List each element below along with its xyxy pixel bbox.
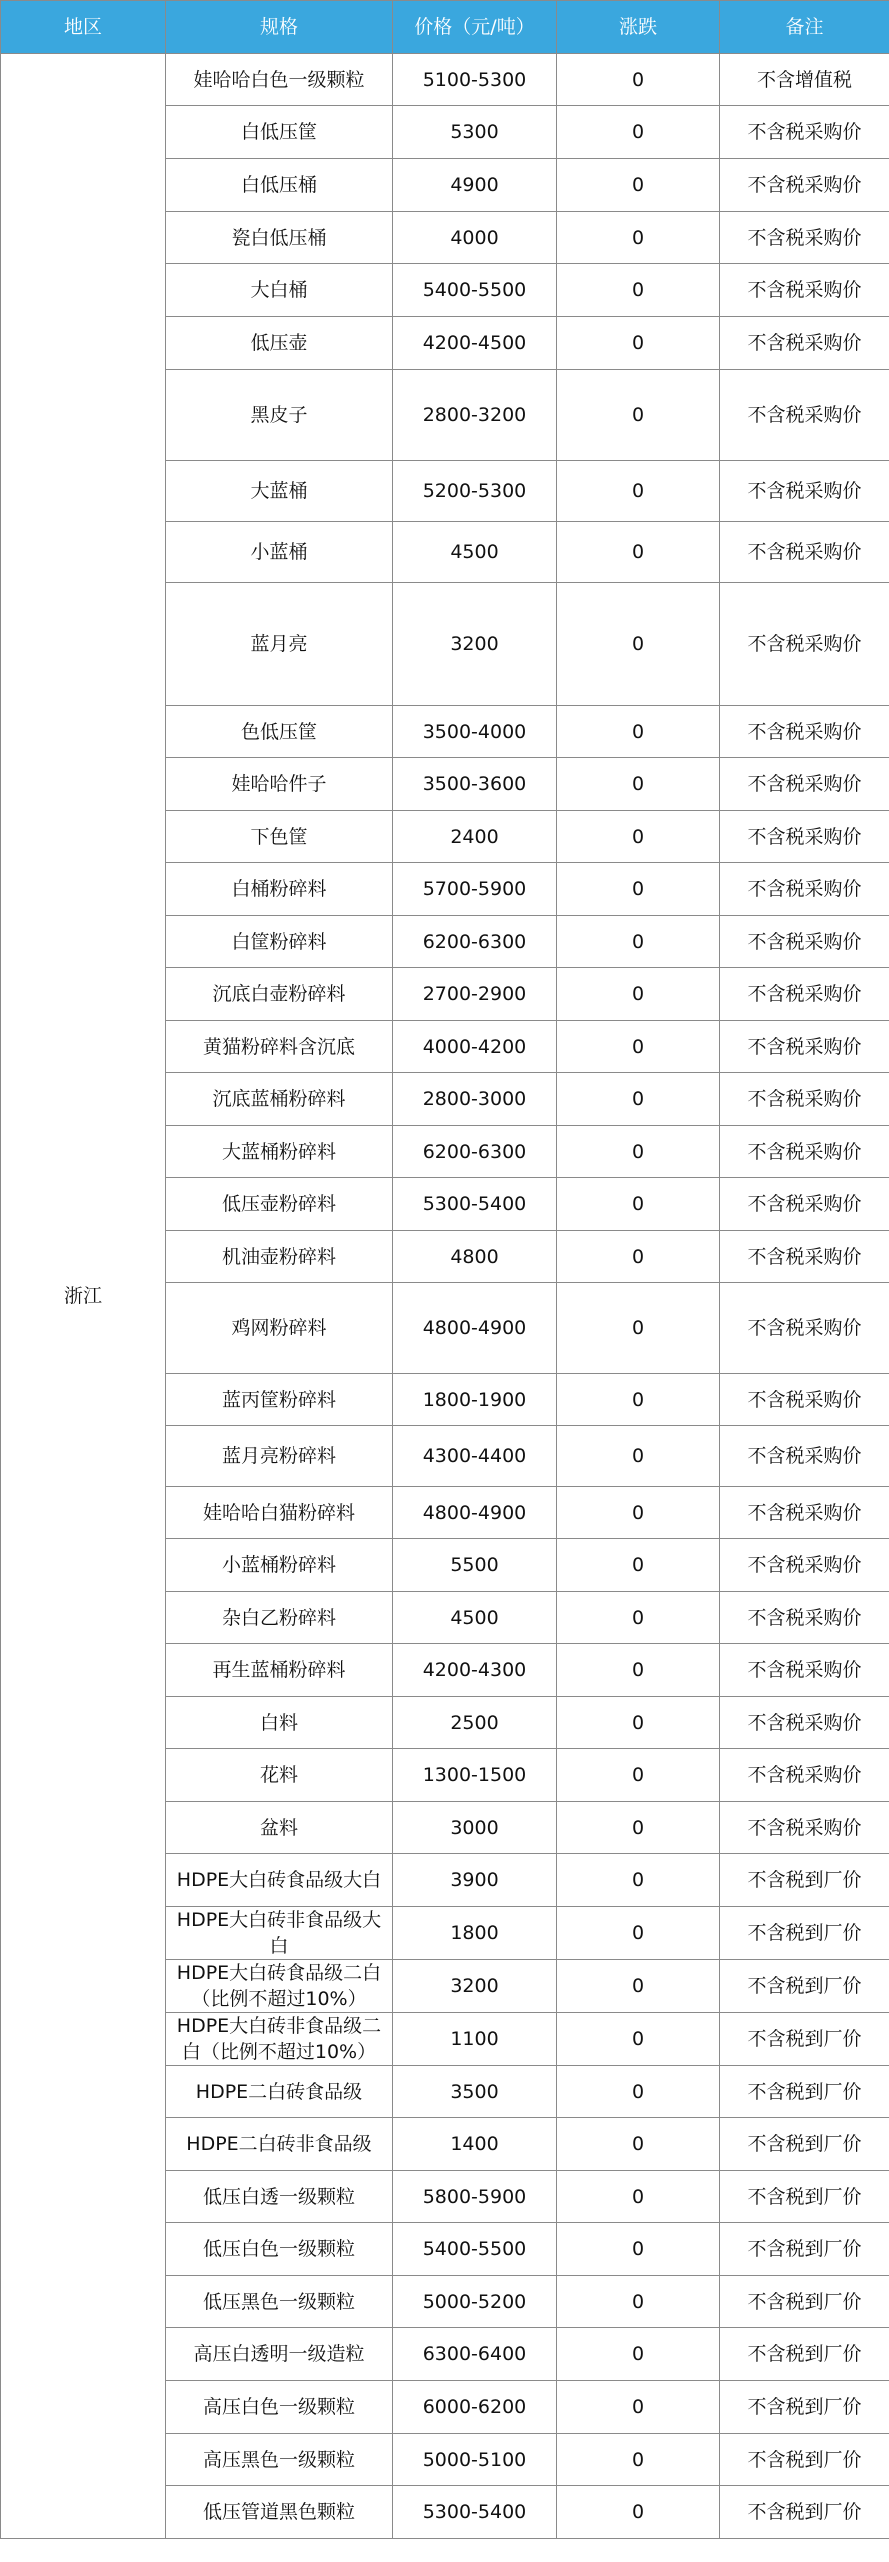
spec-cell: 高压黑色一级颗粒 [166,2434,393,2486]
price-cell: 4500 [393,1592,557,1644]
header-row [1,1,889,54]
price-cell: 6200-6300 [393,1126,557,1178]
table-row [1,54,889,106]
spec-cell: 瓷白低压桶 [166,212,393,264]
spec-cell: 高压白透明一级造粒 [166,2328,393,2381]
spec-cell: HDPE大白砖非食品级大白 [166,1907,393,1960]
note-cell: 不含税采购价 [720,317,889,370]
note-cell: 不含税采购价 [720,159,889,212]
price-cell: 1400 [393,2118,557,2171]
note-cell: 不含税到厂价 [720,2486,889,2539]
price-cell: 5000-5100 [393,2434,557,2486]
price-cell: 5800-5900 [393,2171,557,2223]
header-region: 地区 [1,1,166,54]
note-cell: 不含税采购价 [720,370,889,461]
price-cell: 3200 [393,583,557,706]
change-cell: 0 [557,1854,720,1907]
spec-cell: 花料 [166,1749,393,1802]
spec-cell: 盆料 [166,1802,393,1854]
spec-cell: 大白桶 [166,264,393,317]
price-cell: 4200-4300 [393,1644,557,1697]
note-cell: 不含税采购价 [720,1178,889,1231]
spec-cell: 杂白乙粉碎料 [166,1592,393,1644]
spec-cell: 低压白透一级颗粒 [166,2171,393,2223]
price-cell: 5300-5400 [393,1178,557,1231]
spec-cell: 大蓝桶 [166,461,393,522]
price-cell: 4200-4500 [393,317,557,370]
spec-cell: 娃哈哈白色一级颗粒 [166,54,393,106]
spec-cell: 沉底白壶粉碎料 [166,968,393,1021]
spec-cell: 低压黑色一级颗粒 [166,2276,393,2328]
price-cell: 4800 [393,1231,557,1283]
note-cell: 不含税到厂价 [720,2118,889,2171]
change-cell: 0 [557,706,720,758]
change-cell: 0 [557,1960,720,2013]
table-body [1,54,889,2539]
change-cell: 0 [557,264,720,317]
price-cell: 4800-4900 [393,1487,557,1539]
price-cell: 3500-3600 [393,758,557,811]
price-cell: 2400 [393,811,557,863]
change-cell: 0 [557,2381,720,2434]
price-cell: 5300 [393,106,557,159]
spec-cell: 白筐粉碎料 [166,916,393,968]
note-cell: 不含税到厂价 [720,2223,889,2276]
note-cell: 不含增值税 [720,54,889,106]
note-cell: 不含税采购价 [720,1073,889,1126]
change-cell: 0 [557,1907,720,1960]
note-cell: 不含税采购价 [720,1592,889,1644]
change-cell: 0 [557,1231,720,1283]
price-cell: 6200-6300 [393,916,557,968]
change-cell: 0 [557,522,720,583]
spec-cell: 黑皮子 [166,370,393,461]
region-cell: 浙江 [1,54,166,2539]
spec-cell: 白桶粉碎料 [166,863,393,916]
change-cell: 0 [557,1802,720,1854]
price-cell: 5200-5300 [393,461,557,522]
note-cell: 不含税采购价 [720,1283,889,1374]
change-cell: 0 [557,1073,720,1126]
note-cell: 不含税采购价 [720,522,889,583]
change-cell: 0 [557,2223,720,2276]
change-cell: 0 [557,1374,720,1426]
change-cell: 0 [557,1178,720,1231]
change-cell: 0 [557,2486,720,2539]
change-cell: 0 [557,370,720,461]
change-cell: 0 [557,2118,720,2171]
price-cell: 5400-5500 [393,2223,557,2276]
note-cell: 不含税采购价 [720,1644,889,1697]
spec-cell: 低压壶 [166,317,393,370]
note-cell: 不含税到厂价 [720,1854,889,1907]
change-cell: 0 [557,968,720,1021]
change-cell: 0 [557,1126,720,1178]
change-cell: 0 [557,1697,720,1749]
price-cell: 5300-5400 [393,2486,557,2539]
change-cell: 0 [557,2171,720,2223]
spec-cell: 小蓝桶 [166,522,393,583]
price-cell: 1800 [393,1907,557,1960]
price-cell: 2500 [393,1697,557,1749]
price-cell: 4500 [393,522,557,583]
price-cell: 3000 [393,1802,557,1854]
spec-cell: HDPE大白砖食品级二白（比例不超过10%） [166,1960,393,2013]
note-cell: 不含税采购价 [720,583,889,706]
price-cell: 1800-1900 [393,1374,557,1426]
change-cell: 0 [557,1644,720,1697]
change-cell: 0 [557,1487,720,1539]
spec-cell: 低压管道黑色颗粒 [166,2486,393,2539]
price-cell: 6000-6200 [393,2381,557,2434]
spec-cell: 大蓝桶粉碎料 [166,1126,393,1178]
note-cell: 不含税到厂价 [720,2328,889,2381]
note-cell: 不含税采购价 [720,461,889,522]
change-cell: 0 [557,916,720,968]
price-cell: 5400-5500 [393,264,557,317]
price-cell: 4900 [393,159,557,212]
spec-cell: 白低压筐 [166,106,393,159]
spec-cell: 蓝丙筐粉碎料 [166,1374,393,1426]
price-cell: 4000 [393,212,557,264]
note-cell: 不含税到厂价 [720,1907,889,1960]
spec-cell: 下色筐 [166,811,393,863]
spec-cell: 黄猫粉碎料含沉底 [166,1021,393,1073]
header-spec: 规格 [166,1,393,54]
note-cell: 不含税采购价 [720,1487,889,1539]
change-cell: 0 [557,317,720,370]
spec-cell: HDPE二白砖食品级 [166,2066,393,2118]
note-cell: 不含税采购价 [720,1126,889,1178]
change-cell: 0 [557,583,720,706]
note-cell: 不含税采购价 [720,1021,889,1073]
change-cell: 0 [557,2276,720,2328]
table-header [1,1,889,54]
change-cell: 0 [557,1749,720,1802]
spec-cell: 小蓝桶粉碎料 [166,1539,393,1592]
change-cell: 0 [557,159,720,212]
price-cell: 5500 [393,1539,557,1592]
note-cell: 不含税采购价 [720,1426,889,1487]
price-cell: 2800-3200 [393,370,557,461]
price-cell: 5700-5900 [393,863,557,916]
note-cell: 不含税采购价 [720,811,889,863]
note-cell: 不含税采购价 [720,106,889,159]
price-cell: 2800-3000 [393,1073,557,1126]
change-cell: 0 [557,1283,720,1374]
note-cell: 不含税采购价 [720,706,889,758]
price-cell: 2700-2900 [393,968,557,1021]
spec-cell: HDPE二白砖非食品级 [166,2118,393,2171]
spec-cell: 低压白色一级颗粒 [166,2223,393,2276]
note-cell: 不含税到厂价 [720,1960,889,2013]
change-cell: 0 [557,54,720,106]
price-cell: 4800-4900 [393,1283,557,1374]
price-cell: 6300-6400 [393,2328,557,2381]
price-cell: 4000-4200 [393,1021,557,1073]
note-cell: 不含税采购价 [720,758,889,811]
header-note: 备注 [720,1,889,54]
spec-cell: 色低压筐 [166,706,393,758]
price-cell: 4300-4400 [393,1426,557,1487]
spec-cell: 白低压桶 [166,159,393,212]
change-cell: 0 [557,2434,720,2486]
note-cell: 不含税采购价 [720,916,889,968]
change-cell: 0 [557,2328,720,2381]
note-cell: 不含税到厂价 [720,2171,889,2223]
spec-cell: 鸡网粉碎料 [166,1283,393,1374]
change-cell: 0 [557,461,720,522]
change-cell: 0 [557,863,720,916]
header-change: 涨跌 [557,1,720,54]
spec-cell: 娃哈哈白猫粉碎料 [166,1487,393,1539]
price-cell: 1300-1500 [393,1749,557,1802]
spec-cell: 娃哈哈件子 [166,758,393,811]
price-cell: 5000-5200 [393,2276,557,2328]
note-cell: 不含税采购价 [720,212,889,264]
note-cell: 不含税到厂价 [720,2066,889,2118]
spec-cell: 低压壶粉碎料 [166,1178,393,1231]
note-cell: 不含税采购价 [720,1749,889,1802]
note-cell: 不含税采购价 [720,1231,889,1283]
change-cell: 0 [557,811,720,863]
change-cell: 0 [557,1021,720,1073]
spec-cell: 机油壶粉碎料 [166,1231,393,1283]
change-cell: 0 [557,1539,720,1592]
note-cell: 不含税采购价 [720,1539,889,1592]
note-cell: 不含税到厂价 [720,2276,889,2328]
note-cell: 不含税到厂价 [720,2013,889,2066]
spec-cell: HDPE大白砖食品级大白 [166,1854,393,1907]
change-cell: 0 [557,1592,720,1644]
spec-cell: 蓝月亮 [166,583,393,706]
spec-cell: 高压白色一级颗粒 [166,2381,393,2434]
change-cell: 0 [557,106,720,159]
price-cell: 5100-5300 [393,54,557,106]
price-cell: 3500-4000 [393,706,557,758]
spec-cell: 蓝月亮粉碎料 [166,1426,393,1487]
note-cell: 不含税到厂价 [720,2381,889,2434]
change-cell: 0 [557,758,720,811]
change-cell: 0 [557,2066,720,2118]
change-cell: 0 [557,1426,720,1487]
spec-cell: 再生蓝桶粉碎料 [166,1644,393,1697]
price-cell: 3900 [393,1854,557,1907]
note-cell: 不含税采购价 [720,1374,889,1426]
price-cell: 3500 [393,2066,557,2118]
spec-cell: 沉底蓝桶粉碎料 [166,1073,393,1126]
note-cell: 不含税采购价 [720,1802,889,1854]
note-cell: 不含税采购价 [720,863,889,916]
spec-cell: HDPE大白砖非食品级二白（比例不超过10%） [166,2013,393,2066]
note-cell: 不含税采购价 [720,264,889,317]
price-cell: 1100 [393,2013,557,2066]
price-cell: 3200 [393,1960,557,2013]
header-price: 价格（元/吨） [393,1,557,54]
spec-cell: 白料 [166,1697,393,1749]
note-cell: 不含税采购价 [720,1697,889,1749]
note-cell: 不含税到厂价 [720,2434,889,2486]
change-cell: 0 [557,212,720,264]
note-cell: 不含税采购价 [720,968,889,1021]
change-cell: 0 [557,2013,720,2066]
